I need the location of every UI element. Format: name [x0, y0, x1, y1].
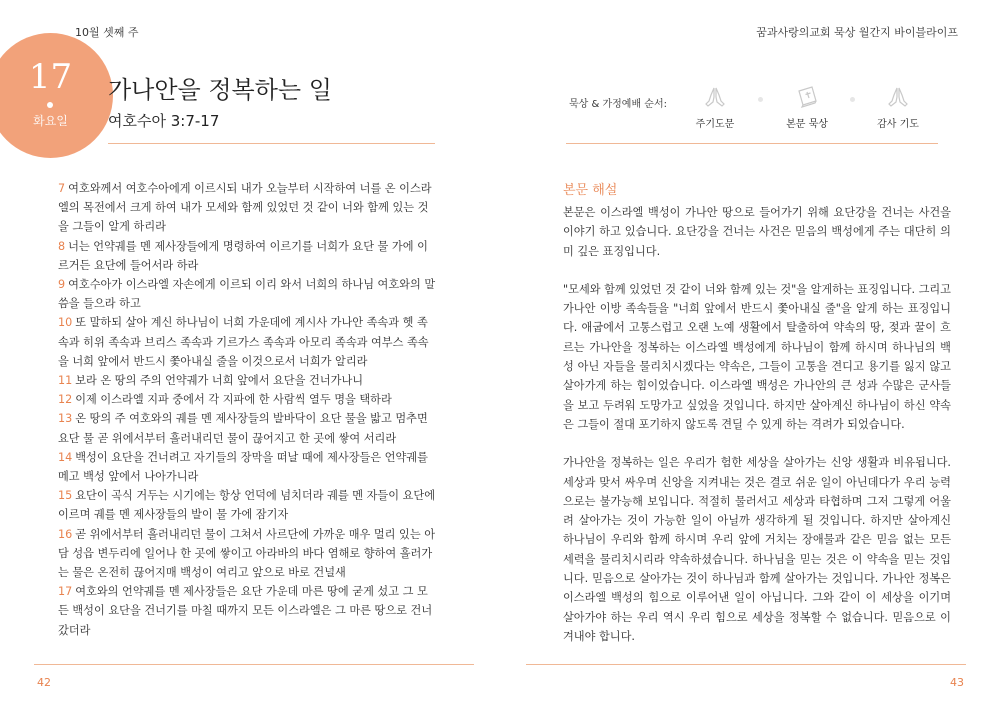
verse-number: 8: [58, 239, 66, 253]
verse: [58, 525, 438, 583]
verse-text: 백성이 요단을 건너려고 자기들의 장막을 떠날 때에 제사장들은 언약궤를 메고 백성 앞에서 나아가니라: [58, 450, 428, 484]
verse-text: 곧 위에서부터 흘러내리던 물이 그쳐서 사르단에 가까운 매우 멀리 있는 아담 성읍 변두리에 일어나 한 곳에 쌓이고 아라바의 바다 염해로 향하여 흘러가는 물은 온전히 끊어지매 백성이 여리고 앞으로 바로 건널새: [58, 527, 436, 580]
guide-step-lords-prayer: [675, 85, 755, 130]
title-divider: [108, 143, 435, 144]
commentary-paragraph: 가나안을 정복하는 일은 우리가 험한 세상을 살아가는 신앙 생활과 비유됩니다. 세상과 맞서 싸우며 신앙을 지켜내는 것은 결코 쉬운 일이 아닌데다가 우리 능력으로는 불가능해 보입니다. 적절히 물러서고 세상과 타협하며 그저 그렇게 어울려 살아가는 것이 가능한 일이 아닐까 생각하게 될 것입니다. 하지만 살아계신 하나님이 우리와 함께 하시며 우리 앞에 거치는 장애물과 같은 믿음 없는 모든 세력을 물리치시리라 약속하셨습니다. 하나님을 믿는 것은 이 약속을 믿는 것입니다. 믿음으로 살아가는 것이 하나님과 함께 살아가는 것입니다. 가나안 정복은 이스라엘 백성의 힘으로 이루어낸 일이 아닙니다. 그와 같이 이 세상을 이기며 살아가야 하는 우리 역시 우리 힘으로 세상을 정복할 수 없습니다. 믿음으로 이겨내야 합니다.: [563, 456, 951, 643]
scripture-text: [58, 179, 438, 640]
separator-dot: [850, 97, 855, 102]
commentary-text: [563, 203, 951, 665]
verse-number: 12: [58, 393, 73, 407]
weekday-label: 화요일: [33, 114, 68, 128]
verse: [58, 313, 438, 371]
guide-step-label: 주기도문: [695, 119, 735, 130]
verse-number: 13: [58, 412, 73, 426]
verse-text: 여호와께서 여호수아에게 이르시되 내가 오늘부터 시작하여 너를 온 이스라엘의 목전에서 크게 하여 내가 모세와 함께 있었던 것 같이 너와 함께 있는 것을 그들이 알게 하리라: [58, 182, 432, 234]
verse-number: 16: [58, 527, 73, 541]
verse: [58, 371, 438, 390]
verse-number: 7: [58, 182, 66, 195]
verse-text: 요단이 곡식 거두는 시기에는 항상 언덕에 넘치더라 궤를 멘 자들이 요단에 이르며 궤를 멘 제사장들의 발이 물 가에 잠기자: [58, 489, 436, 522]
footer-divider-right: [526, 664, 966, 665]
guide-step-thanksgiving-prayer: [858, 85, 938, 130]
verse: [58, 409, 438, 447]
guide-divider: [566, 143, 938, 144]
praying-hands-icon: [885, 85, 911, 109]
verse-text: 또 말하되 살아 계신 하나님이 너희 가운데에 계시사 가나안 족속과 헷 족속과 히위 족속과 브리스 족속과 기르가스 족속과 아모리 족속과 여부스 족속을 너희 앞에서 반드시 쫓아내실 줄을 이것으로서 너희가 알리라: [58, 316, 429, 368]
verse-text: 이제 이스라엘 지파 중에서 각 지파에 한 사람씩 열두 명을 택하라: [75, 393, 392, 407]
verse-text: 온 땅의 주 여호와의 궤를 멘 제사장들의 발바닥이 요단 물을 밟고 멈추면 요단 물 곧 위에서부터 흘러내리던 물이 끊어지고 한 곳에 쌓여 서리라: [58, 412, 428, 445]
verse: [58, 237, 438, 275]
verse: [58, 486, 438, 524]
verse-number: 17: [58, 585, 73, 599]
verse-text: 여호수아가 이스라엘 자손에게 이르되 이리 와서 너희의 하나님 여호와의 말씀을 들으라 하고: [58, 278, 436, 311]
footer-divider-left: [34, 664, 474, 665]
day-number: 17: [28, 57, 73, 97]
bible-icon: [794, 85, 820, 109]
verse-number: 10: [58, 316, 73, 330]
praying-hands-icon: [702, 85, 728, 109]
guide-step-bible-meditation: [767, 85, 847, 130]
verse: [58, 582, 438, 640]
verse-text: 보라 온 땅의 주의 언약궤가 너희 앞에서 요단을 건너가나니: [75, 374, 364, 388]
verse-number: 14: [58, 450, 73, 464]
guide-step-label: 감사 기도: [877, 119, 919, 130]
publication-title: 꿈과사랑의교회 묵상 월간지 바이블라이프: [756, 26, 958, 39]
verse: [58, 275, 438, 313]
separator-dot: [758, 97, 763, 102]
commentary-paragraph: 본문은 이스라엘 백성이 가나안 땅으로 들어가기 위해 요단강을 건너는 사건을 이야기 하고 있습니다. 요단강을 건너는 사건은 믿음의 백성에게 주는 대단히 의미 깊은 표징입니다.: [563, 206, 951, 258]
commentary-title: 본문 해설: [563, 183, 618, 198]
verse-text: 너는 언약궤를 멘 제사장들에게 명령하여 이르기를 너희가 요단 물 가에 이르거든 요단에 들어서라 하라: [58, 239, 428, 272]
scripture-reference: 여호수아 3:7-17: [108, 112, 220, 130]
page-title: 가나안을 정복하는 일: [108, 76, 332, 104]
guide-step-label: 본문 묵상: [786, 119, 828, 130]
verse-number: 9: [58, 278, 66, 292]
verse-number: 15: [58, 489, 73, 503]
verse-text: 여호와의 언약궤를 멘 제사장들은 요단 가운데 마른 땅에 굳게 섰고 그 모든 백성이 요단을 건너기를 마칠 때까지 모든 이스라엘은 그 마른 땅으로 건너갔더라: [58, 585, 433, 637]
dot-icon: [47, 102, 53, 108]
guide-label: 묵상 & 가정예배 순서:: [569, 99, 667, 110]
verse: [58, 448, 438, 486]
page-number-left: 42: [37, 676, 51, 689]
day-badge: [0, 33, 113, 158]
verse: [58, 179, 438, 237]
week-label: 10월 셋째 주: [75, 26, 139, 39]
page-number-right: 43: [950, 676, 964, 689]
verse-number: 11: [58, 374, 73, 388]
commentary-paragraph: "모세와 함께 있었던 것 같이 너와 함께 있는 것"을 알게하는 표징입니다. 그리고 가나안 이방 족속들을 "너희 앞에서 반드시 쫓아내실 줄"을 알게 하는 표징입니다. 애굽에서 고통스럽고 오랜 노예 생활에서 탈출하여 약속의 땅, 젖과 꿀이 흐르는 가나안을 정복하는 이스라엘 백성에게 하나님이 함께 하시며 하나님의 백성 아닌 자들을 물리치시겠다는 약속은, 그들이 고통을 견디고 용기를 잃지 않고 살아가게 하는 힘이었습니다. 이스라엘 백성은 가나안의 큰 성과 수많은 군사들을 보고 두려워 도망가고 싶었을 것입니다. 하지만 살아계신 하나님이 하신 약속은 그들이 절대 포기하지 않도록 견딜 수 있게 하는 격려가 되었습니다.: [563, 282, 951, 431]
verse: [58, 390, 438, 409]
